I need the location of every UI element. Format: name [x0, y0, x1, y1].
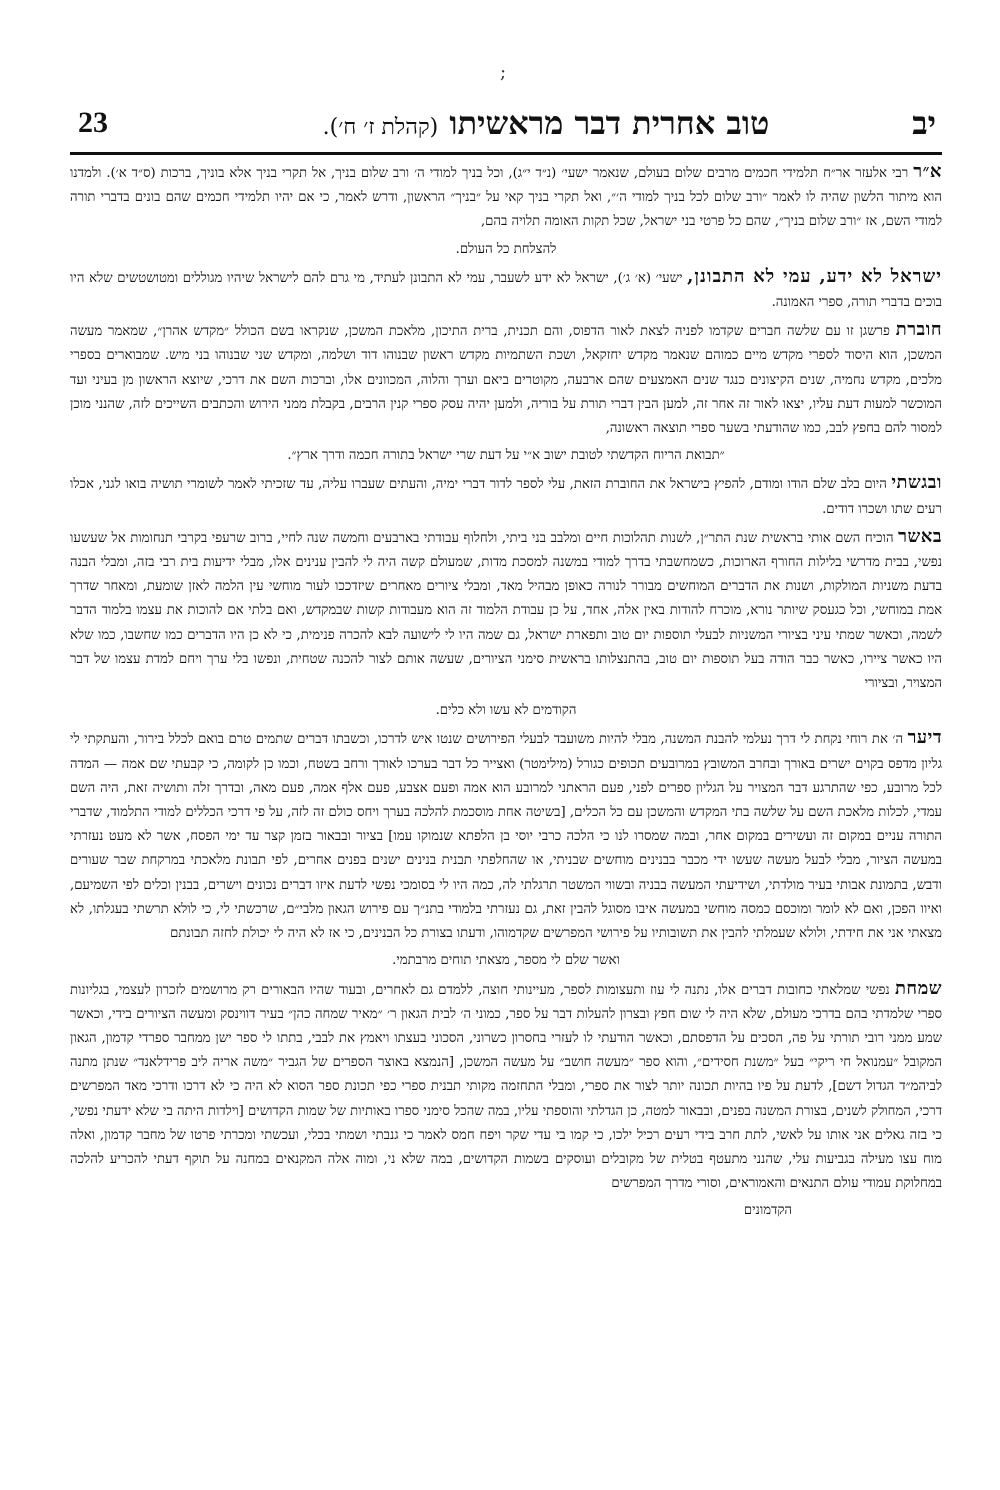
- paragraph-text: ה׳ את רוחי נקחת לי דרך נעלמי להבנת המשנה, מבלי להיות משועבד לבעלי הפירושים שנטו איש לדרכו, וכשבתו דברים שתמים טרם בואם לכלל בירור, והעתקתי לי גליון מדפס בקוים ישרים באורך ובחרב המשובץ במרובעים תכופים כגורל (מילימטר) ואצייר כל דבר בערכו לאורך ורחב בשטח, וכמו כן לקומה, כי קבעתי שם אמה — המדה לכל מרובע, כפי שהתרגע דבר המצויר על הגליון ספרים לפני, פעם הראתני למרובע הוא אמה ופעם אצבע, פעם אלף אמה, פעם מאה, ובדרך זלה ותושיה זאת, היה השם עמדי, לכלות מלאכת השם על שלשה בתי המקדש והמשכן עם כל הכלים, [בשיטה אחת מוסכמת להלכה בערך ויחס כולם זה לזה, על פי דרכי הכללים למודי התלמוד, שדברי התורה עניים במקום זה ועשירים במקום אחר, ובמה שמסרו לנו כי הלכה כרבי יוסי בן הלפתא שנמוקו עמו] בציור ובבאור בזמן קצר עד ימי הפסח, אשר לא מעט נעזרתי במעשה הציור, מבלי לבעל מעשה שעשו ידי מכבר בבנינים מוחשים שבניתי, או שהחלפתי תבנית בנינים ישנים בפנים אחרים, לפי תבונת מלאכתי במרקחת שבר שעורים ודבש, בתמונת אבותי בעיר מולדתי, ושידיעתי המעשה בבניה ובשווי המשטר תרגלתי לה, כמה היו לי בסומכי נפשי לדעת איזו דברים נכונים וישרים, בבנין וכלים לפי השמיעם, ואיוו הפכן, ואם לא לומר ומוכסם כמסה מוחשי במעשה איבו מסוגל להבין זאת, גם נעזרתי בלמודי בתנ״ך עם פירוש הגאון מלבי״ם, שרכשתי לי, כי לולא תרשתי בעגלתו, לא מצאתי אני את חידתי, ולולא שעמלתי להבין את תשובותיו על פירושי המפרשים שקדמוהו, ודעתו בצורת כל הבנינים, כי אז לא היה לי יכולת לחזה תבונתם: [70, 732, 942, 942]
- paragraph-5: [70, 525, 942, 696]
- paragraph-lead: ובגשתי: [891, 472, 942, 494]
- paragraph-3-end: ״תבואת הריוח הקדשתי לטובת ישוב א״י על דעת שרי ישראל בתורה חכמה ודרך ארץ״.: [287, 448, 725, 464]
- paragraph-5-end: הקודמים לא עשו ולא כלים.: [435, 703, 577, 719]
- paragraph-lead: חוברת: [895, 319, 942, 341]
- body-text: [70, 160, 942, 1224]
- paragraph-3: [70, 318, 942, 441]
- paragraph-lead: דיער: [907, 727, 942, 749]
- paragraph-2: [70, 265, 942, 315]
- paragraph-lead: באשר: [898, 525, 942, 547]
- paragraph-text: רבי אלעזר אר״ח תלמידי חכמים מרבים שלום בעולם, שנאמר ישעי׳ (נ״ד י״ג), וכל בניך למודי ה׳ ורב שלום בניך, אל תקרי בניך אלא בוניך, ברכות (ס״ד א׳). ולמדנו הוא מיתור הלשון שהיה לו לאמר ״ורב שלום לכל בניך למודי ה׳״, ואל תקרי בניך קאי על ״בניך״ הראשון, ודרש לאמר, כי אם יהיו תלמידי חכמים שהם בונים בדברי תורה למודי השם, אז ״ורב שלום בניך״, שהם כל פרטי בני ישראל, שכל תקות האומה תלויה בהם,: [70, 166, 942, 230]
- paragraph-text: נפשי שמלאתי כחובות דברים אלו, נתנה לי עוז ותעצומות לספר, מעיינותי חוצה, ללמדם גם לאחרים, ובעוד שהיו הבאורים רק מרושמים לזכרון לעצמי, בגליונות ספרי שלמדתי בהם בדרכי מעולם, שלא היה לי שום חפץ ובצרון להעלות דבר על ספר, כמוני ה׳ לבית הגאון ר׳ ״מאיר שמחה כהן״ בעיר דווינסק ומעשה הציורים בידי, וכאשר שמע ממני רובי תורתי על פה, הסכים על הדפסתם, וכאשר הודעתי לו לעזרי בחסרון כשרוני, הסכוני בעצתו ויאמץ את לבבי, בתתו לי ספר ישן ממחבר ספרדי קדמון, הגאון המקובל ״עמנואל חי ריקי״ בעל ״משנת חסידים״, והוא ספר ״מעשה חושב״ על מעשה המשכן, [הנמצא באוצר הספרים של הגביר ״משה אריה ליב פרידלאנד״ שנתן מתנה לביהמ״ד הגדול דשם], לדעת על פיו בהיות תכונה יותר לצור את ספרי, ומבלי התחזמה מקותי תבנית ספרי כפי תכונת ספר הסוא לא היה כי לא דרכו ודרכי מאד המפרשים דרכי, המחולק לשנים, בצורת המשנה בפנים, ובבאור למטה, כן הגדלתי והוספתי עליו, במה שהכל סימני ספרו באותיות של שמות הקדושים [וילדות היתה בי שלא ידעתי נפשי, כי בזה גאלים אני אותו על לאשי, לתת חרב בידי רעים רכיל ילכו, כי קמו בי עדי שקר ויפח חמס לאמר כי גנבתי ושמתי בכלי, ועכשתי ומכרתי פרטו של מחבר קדמון, ואלה מוח עצו מעילה בגביעות עלי, שהנני מתעטף בטלית של מקובלים ועוסקים בשמות הקדושים, במה שלא ני, ומוה אלה המקנאים במחנה על תוקף דעתי להכריע להלכה במחלוקת עמודי עולם התנאים והאמוראים, וסורי מדרך המפרשים: [70, 982, 942, 1192]
- corner-mark: ;: [500, 62, 507, 83]
- running-title-text: טוב אחרית דבר מראשיתו: [449, 104, 770, 142]
- paragraph-1-end: להצלחת כל העולם.: [455, 241, 557, 257]
- paragraph-lead: ישראל לא ידע, עמי לא התבונן,: [687, 265, 942, 287]
- paragraph-lead: א״ר: [913, 161, 942, 182]
- paragraph-7-end: הקדמונים: [743, 1203, 792, 1219]
- paragraph-text: פרשגן זו עם שלשה חברים שקדמו לפניה לצאת לאור הדפוס, והם תכנית, ברית התיכון, מלאכת המשכן, שנקראו בשם הכולל ״מקדש אהרן״, שמאמר מעשה המשכן, הוא היסוד לספרי מקדש מיים כמוהם שנאמר מקדש יחזקאל, ושכת השתמיות מקדש ראשון שבנוהו דוד ושלמה, ומקדש שני שבנוהו בני מיש. שמבוארים בספרי מלכים, מקדש נחמיה, שנים הקיצונים כנגד שנים האמצעים שהם ארבעה, מקוטרים ביאם וערך והלוה, המכוונים אלו, וברכות השם את דרכי, שיוצא הראשון מן בעיני ועד המוכשר למעות דעת עליו, יצאו לאור זה אחר זה, למען הבין דברי תורת על בוריה, ולמען יהיה עסק ספרי קנין הרבים, בקבלת ממני הירוש והכתבים השייכים לזה, שהנני מוכן למסור להם בחפץ לבב, כמו שהודעתי בשער ספרי תוצאה ראשונה,: [70, 324, 942, 437]
- paragraph-text: ישעי׳ (א׳ ג׳), ישראל לא ידע לשעבר, עמי לא התבונן לעתיד, מי גרם להם לישראל שיהיו מגוללים ומטושטשים שלא היו בוכים בדברי תורה, ספרי האמונה.: [70, 270, 942, 311]
- page-number-latin: 23: [78, 106, 108, 139]
- paragraph-7: [70, 977, 942, 1197]
- page-header: [70, 100, 942, 155]
- paragraph-6-end: ואשר שלם לי מספר, מצאתי תוחים מרבתמי.: [392, 953, 620, 969]
- paragraph-1: [70, 160, 942, 235]
- paragraph-text: היום בלב שלם הודו ומודם, להפיץ בישראל את החוברת הזאת, עלי לספר לדור דברי ימיה, והעתים שעברו עליה, עד שזכיתי לאמר לשומרי תושיה בואו לגני, אכלו רעים שתו ושכרו דודים.: [70, 477, 942, 517]
- paragraph-lead: שמחת: [894, 977, 942, 999]
- paragraph-4: [70, 471, 942, 521]
- page-number-hebrew: יב: [912, 104, 936, 142]
- running-title-citation: (קהלת ז׳ ח׳).: [322, 115, 439, 140]
- paragraph-6: [70, 726, 942, 946]
- running-title: [230, 104, 862, 142]
- paragraph-text: הוכיח השם אותי בראשית שנת התר״ן, לשנות תהלוכות חיים ומלבב בני ביתי, ולחלוף עבודתי בארבעים וחמשה שנה לחיי, ברוב שרעפי בקרבי תנחומות אל שעשעו נפשי, בבית מדרשי בלילות החורף הארוכות, כשמחשבתי בדרך למודי במשנה למסכת מדות, שמעולם קשה היה לי להבין ענינים אלו, מבלי ידיעות בית רבי בזה, ומבלי הבנה בדעת משניות המולקות, ושנות את הדברים המוחשים מבורר לנורה כאופן מבהיל מאד, ומבלי ציורים מאחרים שיזדככו לעור מוחשי עין הלמה לאזן שומעת, ומאחר שדרך אמת במוחשי, וכל כגעסק שיותר נורא, מוכרח להודות באין אלה, אחד, על כן עבודת הלמוד זה הוא מעבודות קשות שבמקדש, ואם בלתי אם להוכות את עצמו בלמוד הדבר לשמה, וכאשר שמתי עיני בציורי המשניות לבעלי תוספות יום טוב ותפארת ישראל, גם שמה היו לי לישועה לבא להכרה פנימית, כי לא כן היו הדברים כמו שחשבו, כמו שלא היו כאשר ציירו, כאשר כבר הודה בעל תוספות יום טוב, בהתנצלותו בראשית סימני הציורים, שעשה אותם לצור להכנה שטחית, ונפשו בלי ערך ויחם למדת עצמו של דבר המצויר, ובציורי: [70, 530, 942, 692]
